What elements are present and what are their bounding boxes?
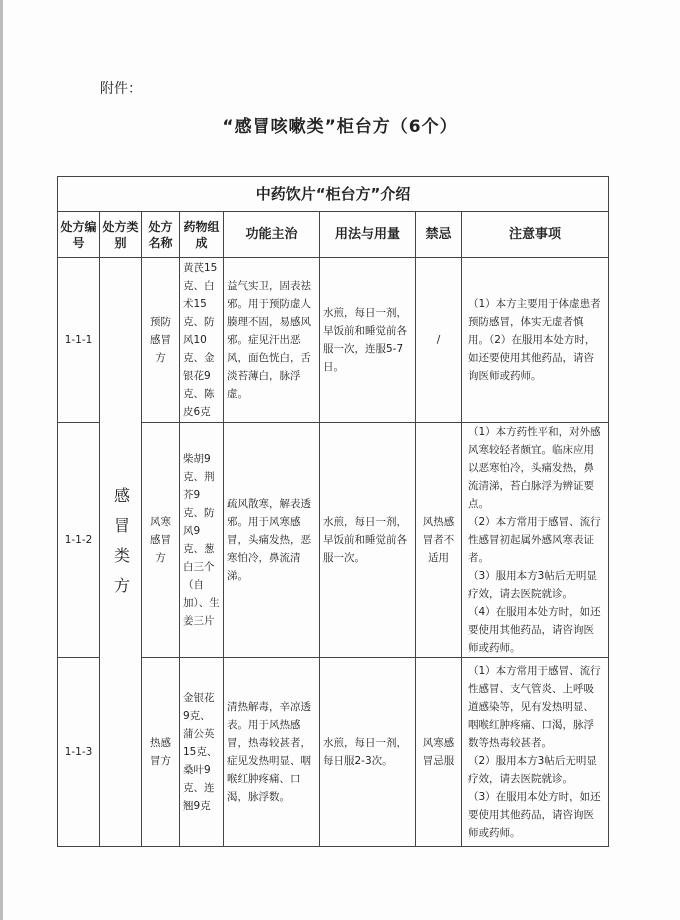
header-usage: 用法与用量	[320, 212, 416, 258]
note-line: （1）本方常用于感冒、流行性感冒、支气管炎、上呼吸道感染等，见有发热明显、咽喉红肿疼痛、口渴，脉浮数等热毒较甚者。	[468, 665, 601, 749]
header-composition: 药物组成	[180, 212, 224, 258]
row-usage: 水煎，每日一剂，早饭前和睡觉前各服一次，连服5-7日。	[320, 258, 416, 423]
row-name: 预防感冒方	[142, 258, 180, 423]
note-line: （1）本方主要用于体虚患者预防感冒，体实无虚者慎用。（2）在服用本处方时，如还要使用其他药品，请咨询医师或药师。	[468, 298, 601, 382]
category-cell	[100, 258, 142, 847]
category-text: 感冒类方	[111, 487, 131, 607]
header-taboo: 禁忌	[416, 212, 462, 258]
row-function: 清热解毒，辛凉透表。用于风热感冒，热毒较甚者，症见发热明显、咽喉红肿疼痛、口渴，脉浮数。	[224, 658, 320, 847]
row-notes	[462, 258, 609, 423]
attachment-label: 附件：	[100, 81, 142, 97]
header-category: 处方类别	[100, 212, 142, 258]
page-edge-shadow	[0, 0, 3, 920]
row-notes	[462, 658, 609, 847]
row-usage: 水煎，每日一剂，早饭前和睡觉前各服一次。	[320, 423, 416, 658]
note-line: （3）服用本方3帖后无明显疗效，请去医院就诊。	[468, 570, 597, 600]
row-usage: 水煎，每日一剂，每日服2-3次。	[320, 658, 416, 847]
document-title: “感冒咳嗽类”柜台方（6个）	[222, 117, 458, 137]
note-line: （3）在服用本处方时，如还要使用其他药品，请咨询医师或药师。	[468, 791, 601, 839]
header-id: 处方编号	[58, 212, 100, 258]
note-line: （1）本方药性平和，对外感风寒较轻者颇宜。临床应用以恶寒怕冷，头痛发热，鼻流清涕，苔白脉浮为辨证要点。	[468, 426, 601, 510]
note-line: （4）在服用本处方时，如还要使用其他药品，请咨询医师或药师。	[468, 606, 601, 654]
row-function: 疏风散寒，解表透邪。用于风寒感冒，头痛发热，恶寒怕冷，鼻流清涕。	[224, 423, 320, 658]
row-name: 热感冒方	[142, 658, 180, 847]
row-function: 益气实卫，固表祛邪。用于预防虚人腠理不固，易感风邪。症见汗出恶风，面色恍白，舌淡苔薄白，脉浮虚。	[224, 258, 320, 423]
row-id: 1-1-3	[58, 658, 100, 847]
row-notes	[462, 423, 609, 658]
row-taboo: /	[416, 258, 462, 423]
header-row	[58, 212, 609, 258]
header-function: 功能主治	[224, 212, 320, 258]
table-title-row	[58, 177, 609, 212]
row-composition: 黄芪15克、白术15克、防风10克、金银花9克、陈皮6克	[180, 258, 224, 423]
row-composition: 柴胡9克、荆芥9克、防风9克、葱白三个（自加）、生姜三片	[180, 423, 224, 658]
table-title: 中药饮片“柜台方”介绍	[58, 177, 609, 212]
row-taboo: 风寒感冒忌服	[416, 658, 462, 847]
header-name: 处方名称	[142, 212, 180, 258]
row-composition: 金银花9克、蒲公英15克、桑叶9克、连翘9克	[180, 658, 224, 847]
prescription-table	[57, 176, 609, 847]
row-id: 1-1-2	[58, 423, 100, 658]
row-taboo: 风热感冒者不适用	[416, 423, 462, 658]
note-line: （2）服用本方3帖后无明显疗效，请去医院就诊。	[468, 755, 597, 785]
note-line: （2）本方常用于感冒、流行性感冒初起属外感风寒表证者。	[468, 516, 601, 564]
table-row	[58, 258, 609, 423]
header-notes: 注意事项	[462, 212, 609, 258]
row-id: 1-1-1	[58, 258, 100, 423]
row-name: 风寒感冒方	[142, 423, 180, 658]
